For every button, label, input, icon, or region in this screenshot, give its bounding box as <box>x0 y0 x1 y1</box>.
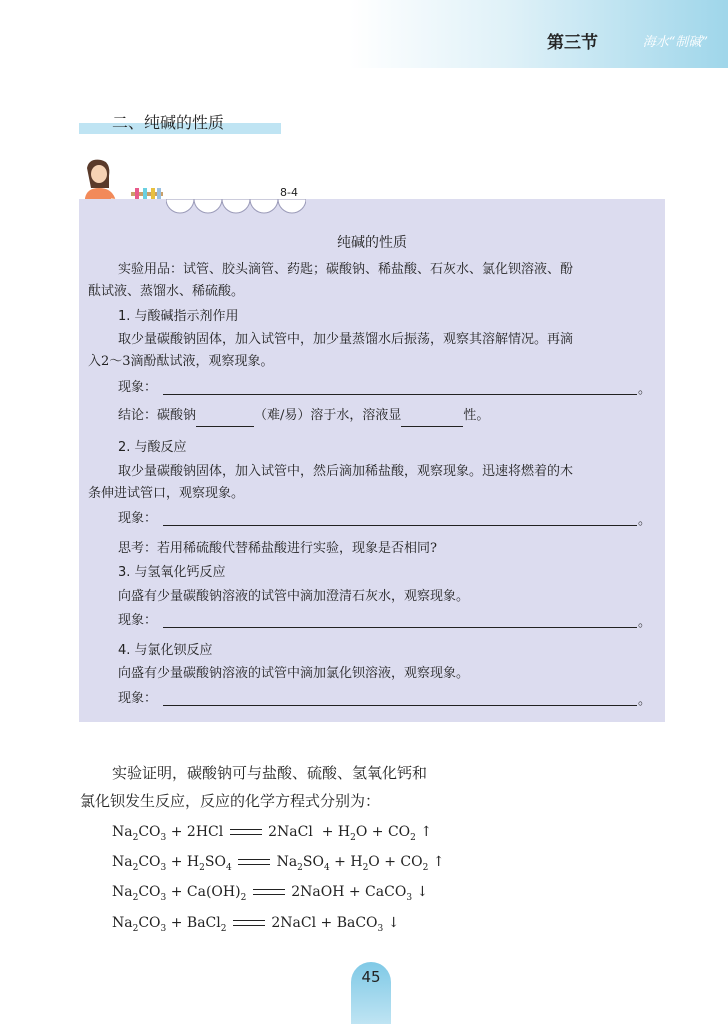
observation-label-4: 现象： <box>118 691 158 706</box>
observation-end-4: 。 <box>638 693 652 708</box>
body-paragraph-line-2: 氯化钡发生反应，反应的化学方程式分别为： <box>80 792 381 810</box>
observation-label-2: 现象： <box>118 511 158 526</box>
materials-line-1: 实验用品：试管、胶头滴管、药匙；碳酸钠、稀盐酸、石灰水、氯化钡溶液、酚 <box>118 262 574 277</box>
body-paragraph-line-1: 实验证明，碳酸钠可与盐酸、硫酸、氢氧化钙和 <box>112 764 428 782</box>
step-1-text-1: 取少量碳酸钠固体，加入试管中，加少量蒸馏水后振荡，观察其溶解情况。再滴 <box>118 332 574 347</box>
step-4-text: 向盛有少量碳酸钠溶液的试管中滴加氯化钡溶液，观察现象。 <box>118 666 470 681</box>
step-4-heading: 4. 与氯化钡反应 <box>118 643 213 658</box>
conclusion-part-c: 性。 <box>463 408 490 423</box>
section-title <box>79 110 281 132</box>
conclusion-part-b: （难/易）溶于水，溶液显 <box>254 408 402 423</box>
conclusion-part-a: 结论：碳酸钠 <box>118 408 197 423</box>
activity-number: 8-4 <box>280 186 298 199</box>
observation-blank-1[interactable] <box>163 394 637 395</box>
chapter-title: 第三节 <box>547 33 598 53</box>
materials-line-2: 酞试液、蒸馏水、稀硫酸。 <box>88 284 245 299</box>
step-1-text-2: 入2～3滴酚酞试液，观察现象。 <box>88 354 274 369</box>
observation-blank-4[interactable] <box>163 705 637 706</box>
step-2-heading: 2. 与酸反应 <box>118 440 187 455</box>
step-2-text-1: 取少量碳酸钠固体，加入试管中，然后滴加稀盐酸，观察现象。迅速将燃着的木 <box>118 464 574 479</box>
think-question: 思考：若用稀硫酸代替稀盐酸进行实验，现象是否相同? <box>118 541 437 556</box>
section-title-text: 二、纯碱的性质 <box>112 113 225 132</box>
page-number: 45 <box>361 968 381 986</box>
equation-3: $Na_2CO_3 + Ca(OH)_2$ 2NaOH + CaCO$_3$ ↓ <box>112 884 429 903</box>
observation-end-3: 。 <box>638 615 652 630</box>
scallop-decoration <box>166 199 306 217</box>
observation-blank-2[interactable] <box>163 525 637 526</box>
observation-label-3: 现象： <box>118 613 158 628</box>
observation-label-1: 现象： <box>118 380 158 395</box>
activity-title: 纯碱的性质 <box>337 235 407 251</box>
observation-end-2: 。 <box>638 513 652 528</box>
step-3-heading: 3. 与氢氧化钙反应 <box>118 565 226 580</box>
step-1-heading: 1. 与酸碱指示剂作用 <box>118 309 239 324</box>
conclusion-line <box>118 405 489 427</box>
equation-2: $Na_2CO_3 + H_2SO_4$ $Na_2SO_4 + H_2O + CO_2$ ↑ <box>112 854 445 873</box>
equation-1: $Na_2CO_3 + 2HCl$ 2NaCl + $H_2O + CO_2$ ↑ <box>112 824 433 843</box>
observation-blank-3[interactable] <box>163 627 637 628</box>
step-3-text: 向盛有少量碳酸钠溶液的试管中滴加澄清石灰水，观察现象。 <box>118 589 470 604</box>
conclusion-blank-1[interactable] <box>196 412 254 427</box>
observation-end-1: 。 <box>638 382 652 397</box>
step-2-text-2: 条伸进试管口，观察现象。 <box>88 486 245 501</box>
chapter-subtitle: 海水“制碱” <box>642 35 708 50</box>
equation-4: $Na_2CO_3$ + BaCl$_2$ 2NaCl + BaCO$_3$ ↓ <box>112 915 400 934</box>
header-band <box>0 0 728 68</box>
conclusion-blank-2[interactable] <box>401 412 463 427</box>
